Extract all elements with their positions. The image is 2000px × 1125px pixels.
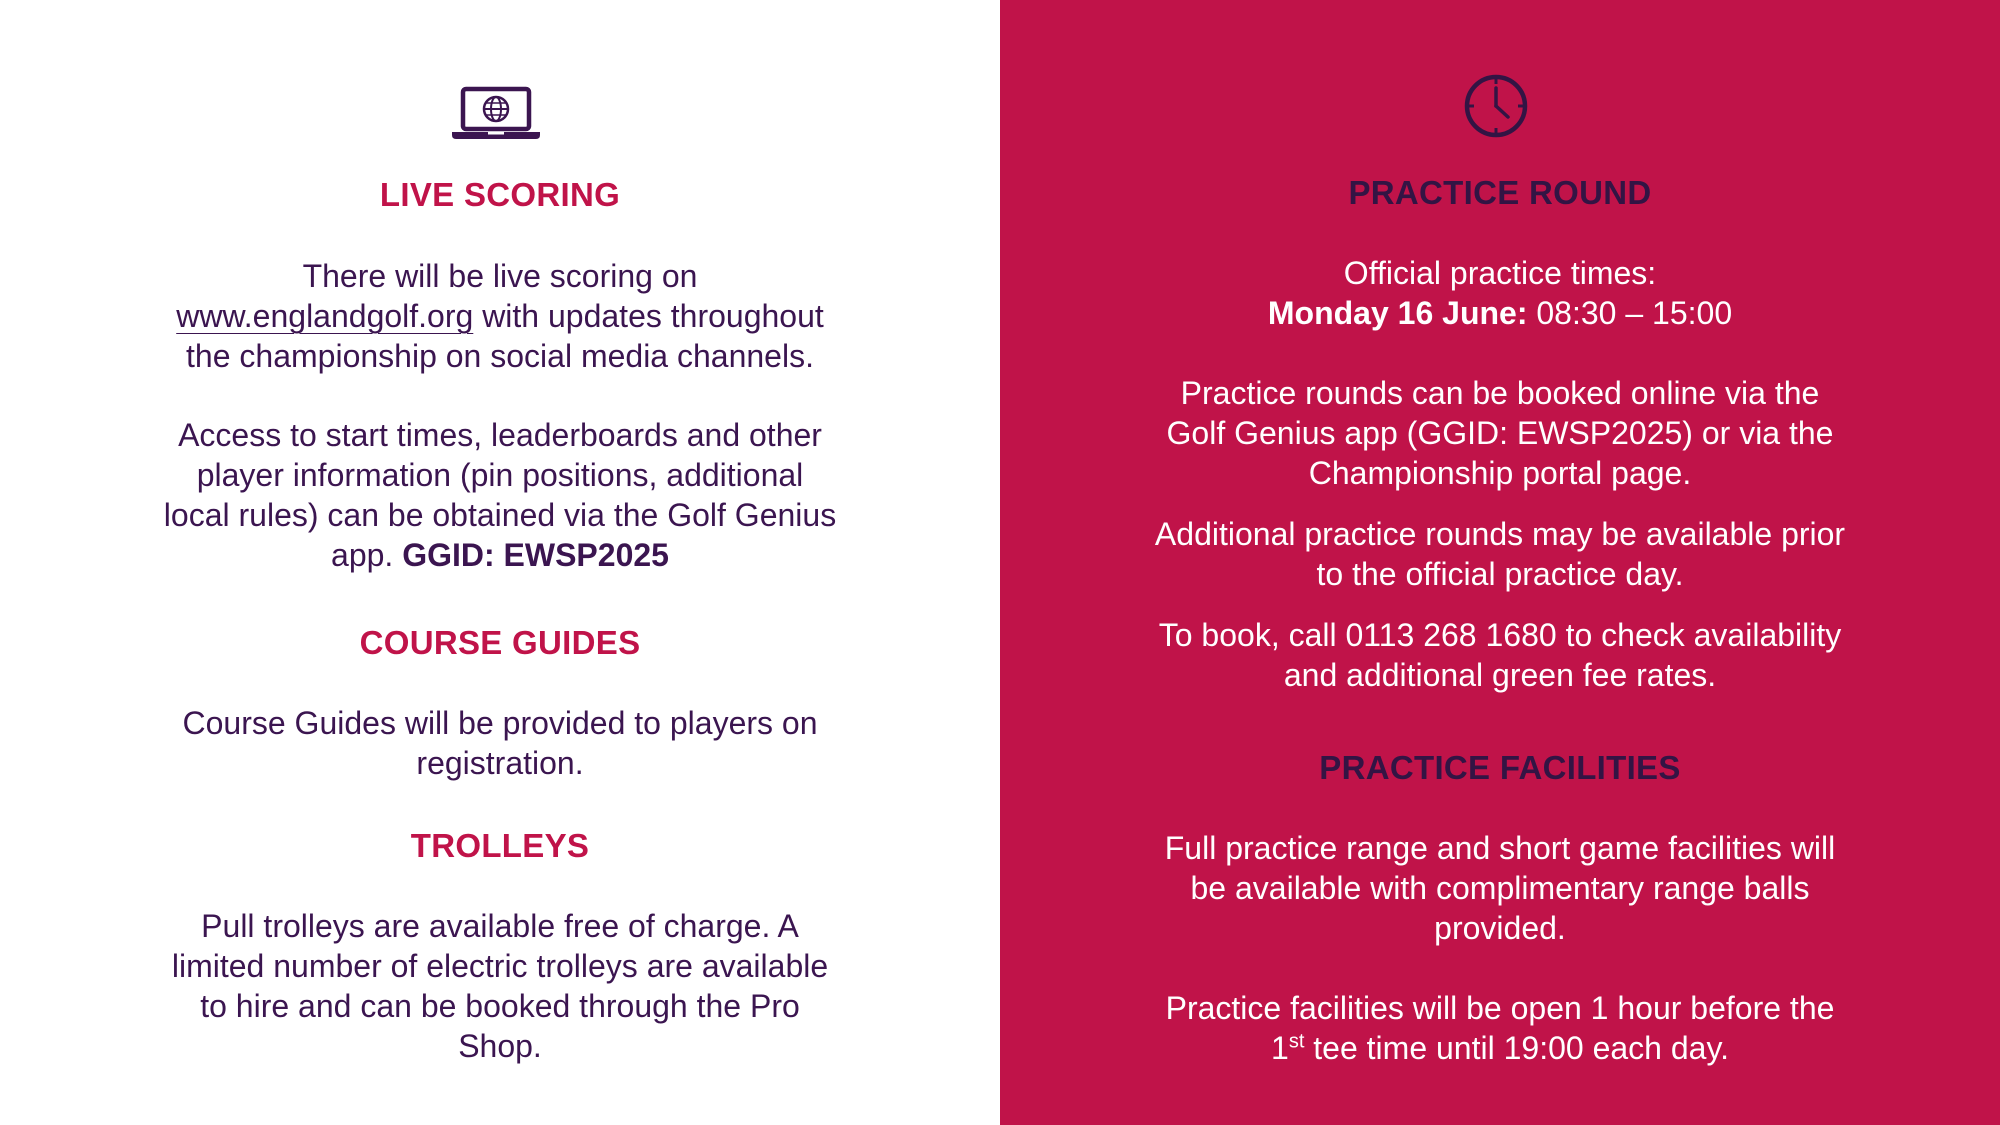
live-scoring-heading: LIVE SCORING — [379, 176, 621, 213]
laptop-globe-icon — [450, 84, 542, 142]
text-line — [110, 535, 890, 575]
text-line: Championship portal page. — [1308, 455, 1692, 491]
text-line: Full practice range and short game facilities will — [1164, 830, 1836, 866]
text-line: Additional practice rounds may be available prior — [1154, 516, 1846, 552]
practice-date: Monday 16 June: — [1267, 295, 1528, 331]
text-line: and additional green fee rates. — [1283, 657, 1717, 693]
text-line: player information (pin positions, additional — [196, 457, 804, 493]
practice-time: 08:30 – 15:00 — [1527, 295, 1733, 331]
text-line: local rules) can be obtained via the Golf Genius — [163, 497, 837, 533]
text-fragment: tee time until 19:00 each day. — [1304, 1030, 1729, 1066]
practice-times — [1000, 253, 2000, 333]
text-fragment: app. — [331, 537, 403, 573]
practice-round-paragraph-3 — [1000, 615, 2000, 695]
text-line: Pull trolleys are available free of charge. A — [201, 908, 799, 944]
ggid-code: GGID: EWSP2025 — [402, 537, 669, 573]
practice-facilities-paragraph-2 — [1000, 988, 2000, 1068]
trolleys-paragraph — [0, 906, 1000, 1066]
text-line: Practice facilities will be open 1 hour before the — [1165, 990, 1835, 1026]
text-fragment: with updates throughout — [473, 298, 824, 334]
text-line: be available with complimentary range balls — [1190, 870, 1810, 906]
practice-facilities-heading: PRACTICE FACILITIES — [1319, 749, 1681, 786]
text-line: Official practice times: — [1343, 255, 1657, 291]
text-line: registration. — [416, 745, 584, 781]
right-panel — [1000, 0, 2000, 1125]
englandgolf-link[interactable]: www.englandgolf.org — [176, 298, 474, 334]
text-line: Course Guides will be provided to players on — [182, 705, 818, 741]
text-line: provided. — [1434, 910, 1566, 946]
practice-round-paragraph-1 — [1000, 373, 2000, 493]
text-line: Shop. — [458, 1028, 542, 1064]
text-fragment: 1 — [1271, 1030, 1289, 1066]
practice-facilities-paragraph-1 — [1000, 828, 2000, 948]
text-line: Access to start times, leaderboards and other — [178, 417, 822, 453]
text-line: Practice rounds can be booked online via the — [1180, 375, 1820, 411]
text-line: to hire and can be booked through the Pro — [200, 988, 800, 1024]
text-line: To book, call 0113 268 1680 to check availability — [1158, 617, 1842, 653]
text-line — [110, 296, 890, 336]
course-guides-paragraph — [0, 703, 1000, 783]
practice-round-heading: PRACTICE ROUND — [1348, 174, 1652, 211]
practice-round-paragraph-2 — [1000, 514, 2000, 594]
live-scoring-paragraph-2 — [0, 415, 1000, 575]
text-line: There will be live scoring on — [302, 258, 698, 294]
trolleys-heading: TROLLEYS — [410, 827, 590, 864]
text-line: to the official practice day. — [1316, 556, 1684, 592]
text-line — [1090, 293, 1910, 333]
text-line: limited number of electric trolleys are available — [171, 948, 829, 984]
text-line: Golf Genius app (GGID: EWSP2025) or via the — [1166, 415, 1834, 451]
text-line: the championship on social media channels. — [186, 338, 814, 374]
course-guides-heading: COURSE GUIDES — [359, 624, 641, 661]
live-scoring-paragraph-1 — [0, 256, 1000, 376]
ordinal-suffix: st — [1288, 1030, 1305, 1053]
text-line — [1090, 1028, 1910, 1068]
clock-icon — [1463, 73, 1529, 139]
